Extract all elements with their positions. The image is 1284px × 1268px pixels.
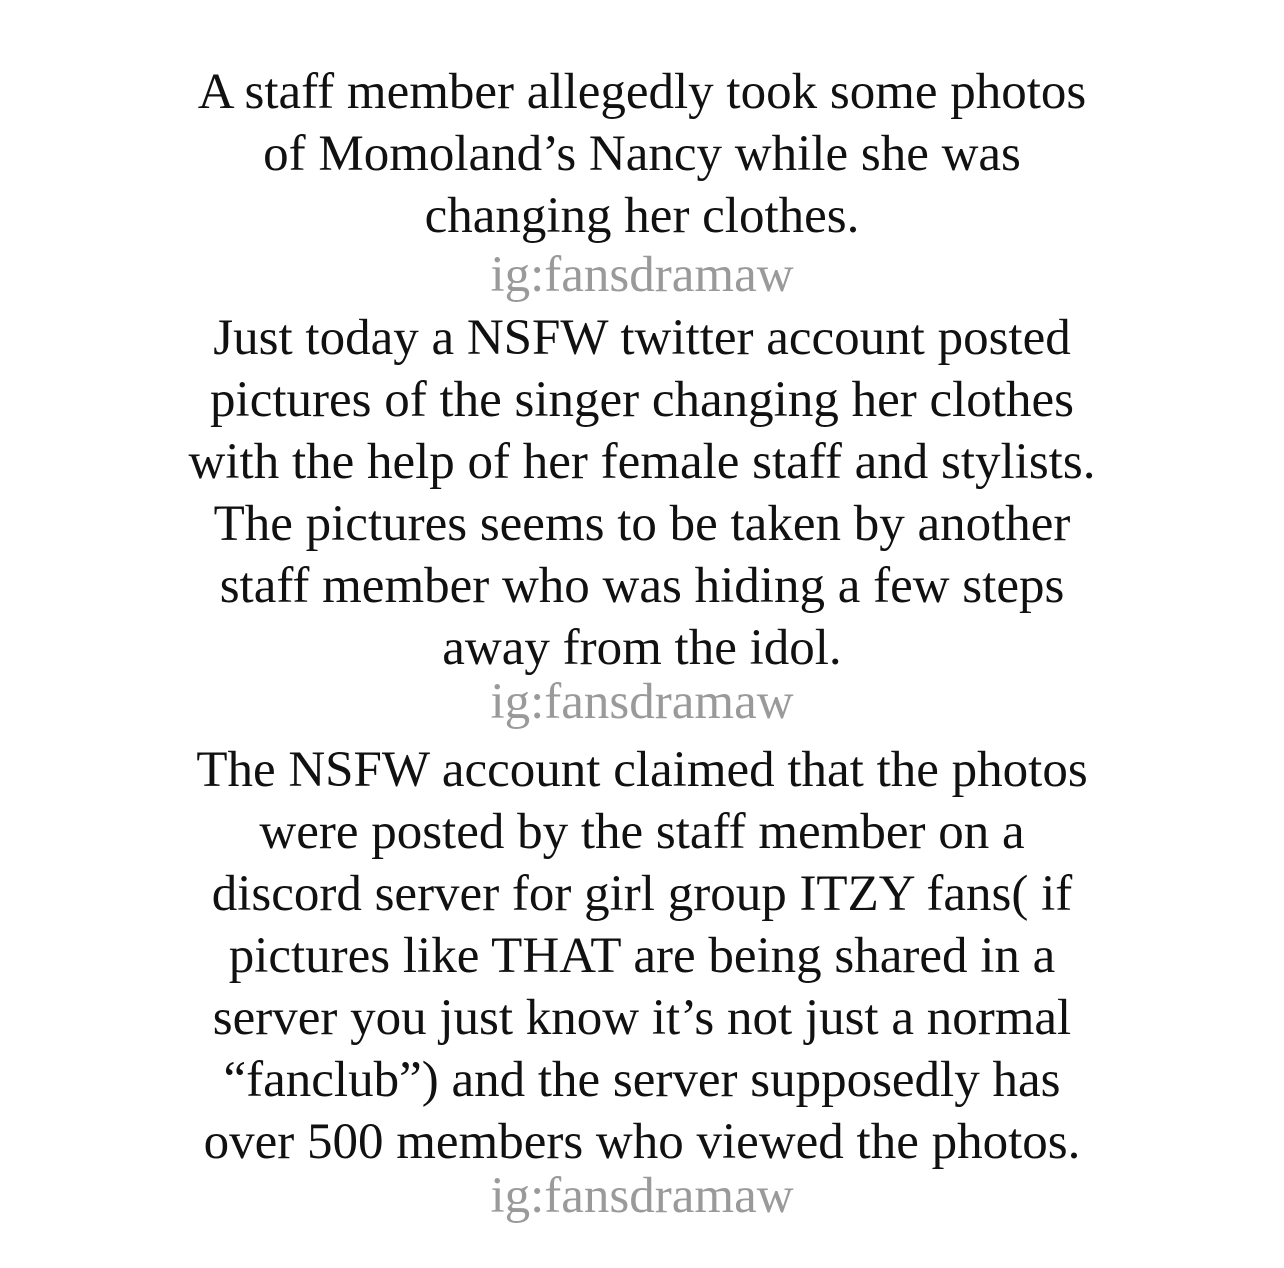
watermark-credit-1: ig:fansdramaw	[490, 247, 794, 303]
paragraph-1-line-2: of Momoland’s Nancy while she was	[263, 126, 1021, 182]
paragraph-3-line-6: “fanclub”) and the server supposedly has	[223, 1052, 1061, 1108]
paragraph-1-line-1: A staff member allegedly took some photos	[197, 64, 1087, 120]
paragraph-3-line-3: discord server for girl group ITZY fans( if	[211, 866, 1073, 922]
paragraph-3-line-1: The NSFW account claimed that the photos	[196, 742, 1088, 798]
paragraph-2-line-1: Just today a NSFW twitter account posted	[213, 310, 1071, 366]
paragraph-3-line-7: over 500 members who viewed the photos.	[203, 1114, 1081, 1170]
paragraph-2-line-2: pictures of the singer changing her clothes	[210, 372, 1074, 428]
paragraph-2-line-5: staff member who was hiding a few steps	[219, 558, 1065, 614]
paragraph-2-line-4: The pictures seems to be taken by another	[213, 496, 1071, 552]
paragraph-2-line-3: with the help of her female staff and stylists.	[188, 434, 1096, 490]
paragraph-3-line-5: server you just know it’s not just a normal	[212, 990, 1072, 1046]
watermark-credit-2: ig:fansdramaw	[490, 674, 794, 730]
watermark-credit-3: ig:fansdramaw	[490, 1168, 794, 1224]
paragraph-2-line-6: away from the idol.	[442, 620, 842, 676]
paragraph-3-line-2: were posted by the staff member on a	[259, 804, 1025, 860]
paragraph-3-line-4: pictures like THAT are being shared in a	[228, 928, 1056, 984]
paragraph-1-line-3: changing her clothes.	[424, 188, 860, 244]
